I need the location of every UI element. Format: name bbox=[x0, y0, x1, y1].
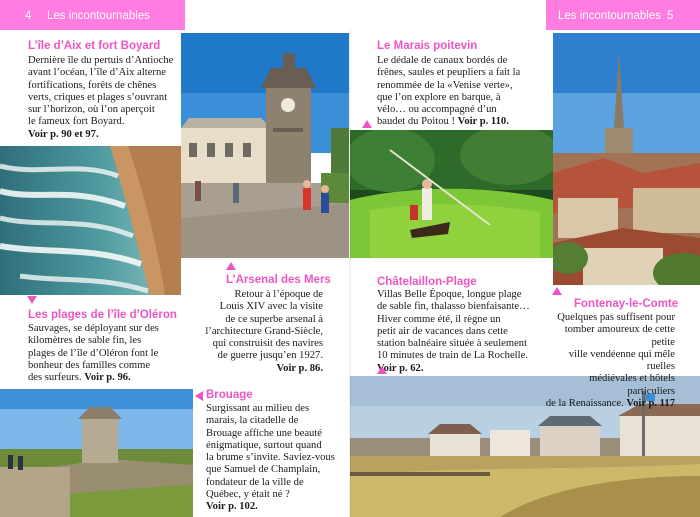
photo-arsenal bbox=[181, 33, 349, 258]
arsenal-text bbox=[196, 289, 323, 375]
aix-text bbox=[28, 55, 183, 141]
aix-line: verts, criques et plages s’ouvrant bbox=[28, 91, 168, 103]
fontenay-pointer-icon bbox=[552, 287, 562, 295]
brouage-line: Surgissant au milieu des bbox=[206, 403, 310, 414]
page-number-right: 5 bbox=[667, 10, 674, 22]
photo-brouage bbox=[0, 389, 193, 517]
arsenal-page-ref: Voir p. 86. bbox=[276, 362, 323, 374]
brouage-text bbox=[206, 403, 346, 514]
aix-page-ref: Voir p. 90 et 97. bbox=[28, 128, 99, 140]
photo-oleron-beach bbox=[0, 146, 181, 295]
fontenay-text bbox=[540, 312, 675, 410]
fontenay-line: ville vendéenne qui mêle ruelles bbox=[568, 348, 675, 373]
photo-marais-poitevin bbox=[350, 130, 553, 258]
marais-line: renommée de la «Venise verte», bbox=[377, 79, 513, 91]
aix-line: Dernière île du pertuis d’Antioche bbox=[28, 55, 174, 66]
arsenal-line: de ce superbe arsenal à bbox=[225, 313, 323, 325]
arsenal-title: L’Arsenal des Mers bbox=[226, 274, 331, 286]
brouage-line: marais, la citadelle de bbox=[206, 415, 299, 427]
photo-fontenay bbox=[553, 33, 700, 285]
arsenal-line: l’architecture Grand-Siècle, bbox=[205, 325, 323, 337]
fontenay-line: tomber amoureux de cette petite bbox=[564, 324, 675, 348]
oleron-text bbox=[28, 323, 188, 384]
running-title-left: Les incontournables bbox=[47, 10, 150, 22]
marais-pointer-icon bbox=[362, 120, 372, 128]
brouage-line: fondateur de la ville de bbox=[206, 476, 304, 488]
fontenay-line: de la Renaissance. bbox=[545, 398, 624, 410]
oleron-line: des surfeurs. bbox=[28, 372, 82, 384]
chatelaillon-text bbox=[377, 289, 552, 375]
brouage-line: que Samuel de Champlain, bbox=[206, 464, 321, 476]
brouage-line: Brouage affiche une beauté bbox=[206, 427, 322, 439]
marais-page-ref: Voir p. 110. bbox=[457, 116, 509, 128]
oleron-pointer-icon bbox=[27, 296, 37, 304]
brouage-pointer-icon bbox=[195, 391, 203, 401]
fontenay-line: médiévales et hôtels particuliers bbox=[589, 373, 675, 397]
aix-line: sur l’horizon, où l’on aperçoit bbox=[28, 104, 155, 116]
marais-line: que l’on explore en barque, à bbox=[377, 91, 501, 103]
chatelaillon-line: Hiver comme été, il règne un bbox=[377, 313, 501, 325]
marais-title: Le Marais poitevin bbox=[377, 40, 478, 52]
page-number-left: 4 bbox=[25, 10, 32, 22]
oleron-line: plages de l’île d’Oléron font le bbox=[28, 347, 159, 359]
arsenal-line: Louis XIV avec la visite bbox=[219, 301, 323, 313]
marais-line: Le dédale de canaux bordés de bbox=[377, 55, 508, 66]
chatelaillon-title: Châtelaillon-Plage bbox=[377, 276, 477, 288]
oleron-line: bonheur des familles comme bbox=[28, 359, 151, 371]
marais-line: baudet du Poitou ! bbox=[377, 116, 455, 128]
aix-line: fortifications, forêts de chênes bbox=[28, 79, 157, 91]
chatelaillon-line: de sable fin, thalasso bienfaisante… bbox=[377, 301, 530, 313]
arsenal-pointer-icon bbox=[226, 262, 236, 270]
fontenay-title: Fontenay-le-Comte bbox=[574, 298, 679, 310]
aix-title: L’île d’Aix et fort Boyard bbox=[28, 40, 161, 52]
brouage-line: la brume s’invite. Saviez-vous bbox=[206, 452, 335, 464]
oleron-title: Les plages de l’île d’Oléron bbox=[28, 309, 177, 321]
chatelaillon-line: petit air de vacances dans cette bbox=[377, 325, 508, 337]
chatelaillon-line: Villas Belle Époque, longue plage bbox=[377, 289, 522, 300]
brouage-page-ref: Voir p. 102. bbox=[206, 501, 258, 513]
page-gutter bbox=[349, 30, 351, 517]
chatelaillon-line: 10 minutes de train de La Rochelle. bbox=[377, 350, 528, 362]
chatelaillon-page-ref: Voir p. 62. bbox=[377, 362, 424, 374]
marais-text bbox=[377, 55, 547, 129]
oleron-line: kilomètres de sable fin, les bbox=[28, 335, 142, 347]
aix-line: le fameux fort Boyard. bbox=[28, 116, 125, 128]
running-title-right: Les incontournables bbox=[558, 10, 661, 22]
arsenal-line: Retour à l’époque de bbox=[234, 289, 323, 300]
fontenay-page-ref: Voir p. 117 bbox=[626, 398, 675, 410]
chatelaillon-pointer-icon bbox=[377, 366, 387, 374]
fontenay-line: Quelques pas suffisent pour bbox=[557, 312, 675, 323]
oleron-line: Sauvages, se déployant sur des bbox=[28, 323, 159, 334]
aix-line: avant l’océan, l’île d’Aix alterne bbox=[28, 67, 166, 79]
marais-line: vélo… ou accompagné d’un bbox=[377, 104, 497, 116]
arsenal-line: qui construisit des navires bbox=[212, 338, 323, 350]
brouage-line: Québec, y était né ? bbox=[206, 489, 290, 501]
chatelaillon-line: station balnéaire située à seulement bbox=[377, 338, 528, 350]
marais-line: frênes, saules et peupliers a fait la bbox=[377, 67, 521, 79]
brouage-title: Brouage bbox=[206, 389, 253, 401]
brouage-line: énigmatique, surtout quand bbox=[206, 439, 322, 451]
oleron-page-ref: Voir p. 96. bbox=[84, 372, 131, 384]
arsenal-line: de guerre jusqu’en 1927. bbox=[217, 350, 323, 362]
